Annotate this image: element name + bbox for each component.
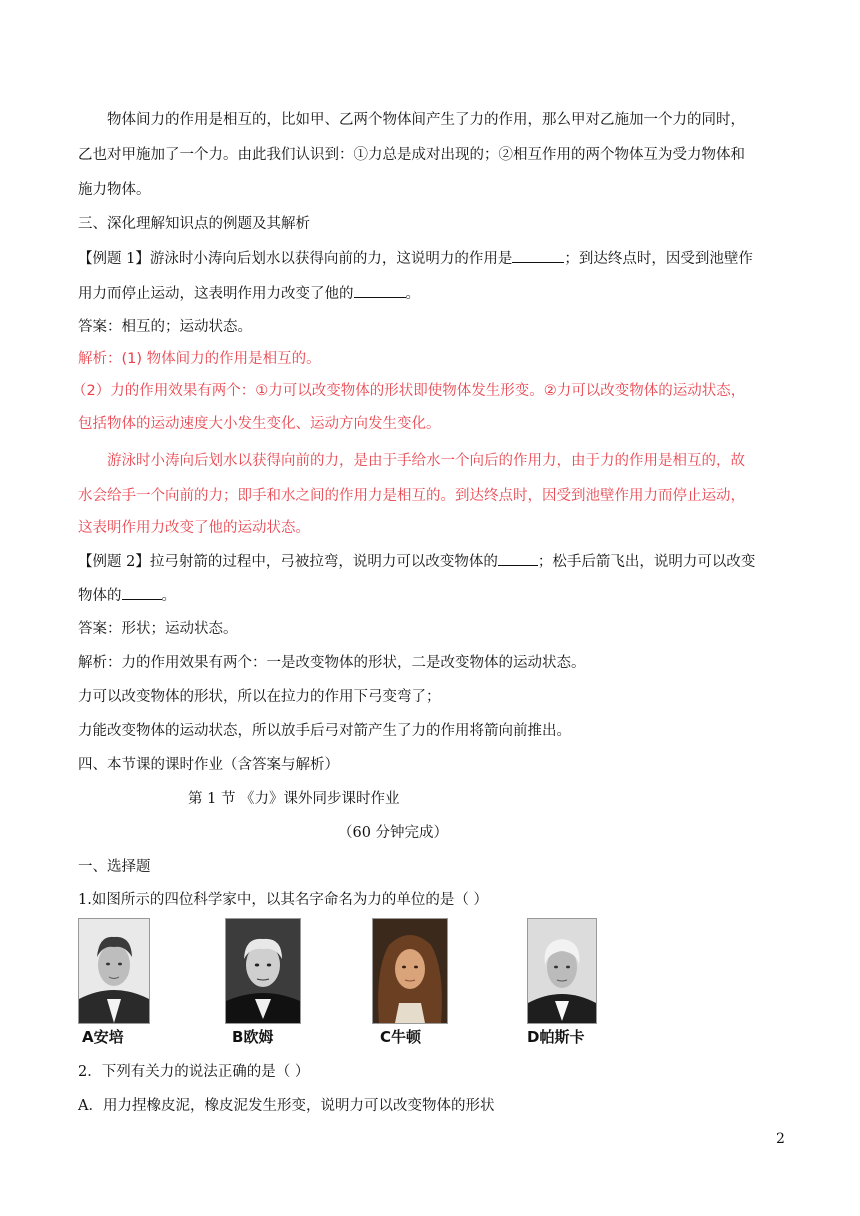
portrait-ohm — [225, 918, 301, 1024]
example1-line1 — [78, 248, 753, 269]
answer-blank — [354, 283, 406, 298]
caption-name: 帕斯卡 — [539, 1028, 585, 1046]
example2-text-c: 物体的 — [78, 588, 122, 604]
part1-heading: 一、选择题 — [78, 859, 151, 875]
answer-blank — [122, 585, 162, 600]
example2-text-b: ；松手后箭飞出，说明力可以改变 — [537, 554, 756, 570]
caption-name: 牛顿 — [391, 1028, 422, 1046]
page-number: 2 — [776, 1131, 785, 1147]
caption-a — [82, 1026, 124, 1047]
example1-line2 — [78, 283, 420, 304]
homework-time: （60 分钟完成） — [338, 825, 449, 841]
question-2-option-a: A．用力捏橡皮泥，橡皮泥发生形变，说明力可以改变物体的形状 — [78, 1098, 495, 1114]
example1-analysis-line: 这表明作用力改变了他的运动状态。 — [78, 520, 310, 536]
example1-analysis-line: 包括物体的运动速度大小发生变化、运动方向发生变化。 — [78, 416, 441, 432]
caption-name: 欧姆 — [243, 1028, 274, 1046]
question-2: 2．下列有关力的说法正确的是（ ） — [78, 1064, 310, 1080]
caption-d — [527, 1026, 584, 1047]
example1-analysis-line: 解析：(1) 物体间力的作用是相互的。 — [78, 351, 321, 367]
example1-text-a: 【例题 1】游泳时小涛向后划水以获得向前的力，这说明力的作用是 — [78, 251, 513, 267]
example2-analysis-line: 力可以改变物体的形状，所以在拉力的作用下弓变弯了； — [78, 689, 441, 705]
example1-text-c: 用力而停止运动，这表明作用力改变了他的 — [78, 286, 354, 302]
example2-analysis-line: 解析：力的作用效果有两个：一是改变物体的形状，二是改变物体的运动状态。 — [78, 655, 586, 671]
example2-line1 — [78, 551, 755, 572]
example1-analysis-line: 水会给手一个向前的力；即手和水之间的作用力是相互的。到达终点时，因受到池壁作用力而停止运动， — [78, 488, 745, 504]
paragraph-line: 物体间力的作用是相互的，比如甲、乙两个物体间产生了力的作用，那么甲对乙施加一个力的同时， — [107, 112, 745, 128]
paragraph-line: 乙也对甲施加了一个力。由此我们认识到：①力总是成对出现的；②相互作用的两个物体互为受力物体和 — [78, 147, 745, 163]
question-1: 1.如图所示的四位科学家中，以其名字命名为力的单位的是（ ） — [78, 892, 488, 908]
example1-answer: 答案：相互的；运动状态。 — [78, 319, 252, 335]
caption-letter: A — [82, 1028, 94, 1046]
example1-analysis-line: 游泳时小涛向后划水以获得向前的力，是由于手给水一个向后的作用力，由于力的作用是相互的，故 — [107, 453, 745, 469]
portrait-ampere — [78, 918, 150, 1024]
portrait-newton — [372, 918, 448, 1024]
section4-heading: 四、本节课的课时作业（含答案与解析） — [78, 757, 339, 773]
example1-analysis-line: （2）力的作用效果有两个：①力可以改变物体的形状即使物体发生形变。②力可以改变物体的运动状态， — [72, 383, 746, 399]
example2-analysis-line: 力能改变物体的运动状态，所以放手后弓对箭产生了力的作用将箭向前推出。 — [78, 723, 571, 739]
caption-letter: C — [380, 1028, 392, 1046]
caption-letter: B — [232, 1028, 244, 1046]
homework-title: 第 1 节 《力》课外同步课时作业 — [188, 791, 400, 807]
example2-line2 — [78, 585, 176, 606]
example2-text-d: 。 — [161, 588, 176, 604]
portrait-pascal — [527, 918, 597, 1024]
example2-text-a: 【例题 2】拉弓射箭的过程中，弓被拉弯，说明力可以改变物体的 — [78, 554, 498, 570]
caption-b — [232, 1026, 273, 1047]
caption-c — [380, 1026, 421, 1047]
example1-text-d: 。 — [405, 286, 420, 302]
paragraph-line: 施力物体。 — [78, 182, 151, 198]
caption-letter: D — [527, 1028, 540, 1046]
caption-name: 安培 — [93, 1028, 124, 1046]
section3-heading: 三、深化理解知识点的例题及其解析 — [78, 216, 310, 232]
example1-text-b: ；到达终点时，因受到池壁作 — [564, 251, 753, 267]
answer-blank — [512, 248, 564, 263]
example2-answer: 答案：形状；运动状态。 — [78, 621, 238, 637]
answer-blank — [498, 551, 538, 566]
